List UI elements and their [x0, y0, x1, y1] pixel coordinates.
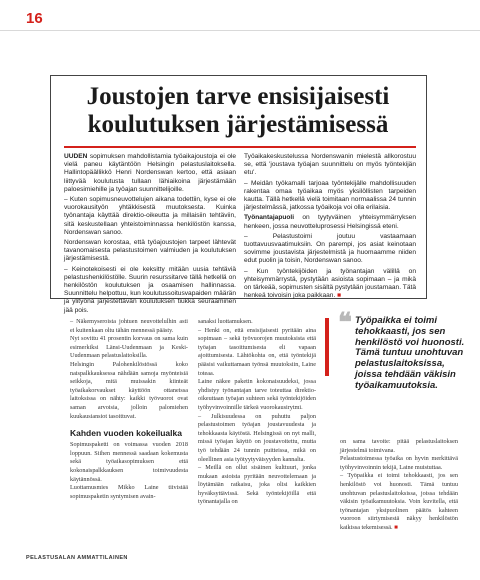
- page-number: 16: [26, 10, 43, 27]
- quote-mark-icon: ❝: [338, 308, 352, 337]
- ingress-paragraph: – Keinotekoisesti ei ole keksitty mitään uusia tehtäviä pelastushenkilöstölle. Suurin resurssitarve tällä hetkellä on henkilöstön koulutuksen ja osaamisen hallinnassa. Suunnittelu helpottuu, kun koulutussoitusvapaiden määrän ja ylityönä järjestettävän koulutuksen tiukka seuraaminen jää pois.: [64, 265, 236, 314]
- pull-quote-bar: [325, 318, 329, 376]
- ingress-paragraph: Työaikakeskustelussa Nordenswanin mielestä allkorostuu se, että 'joustava työajan suunnittelu on myös työntekijän etu'.: [244, 153, 416, 177]
- body-paragraph: – Henki on, että ensisijaisesti pyritään aina sopimaan – sekä työvuorojen muutoksista että työajan tasoittumisesta eli vapaan ajoittumisesta. Lähtökohta on, että työntekijä pääsisi vaikuttamaan työnsä muutoksiin, Laine toteaa.: [198, 326, 316, 377]
- ingress-paragraph: Työnantajapuoli on tyytyväinen yhteisymmärryksen henkeen, jossa neuvotteluprosessi Helsingissä eteni.: [244, 214, 416, 230]
- ingress-paragraph: – Meidän työkamalli tarjoaa työntekijälle mahdollisuuden rakentaa omaa työaikaa myös yksilöllisten tarpeiden kautta. Tällä hetkellä vielä toimitaan normaalissa 24 tunnin järjestelmässä, jatkossa työaikoja voi olla erilaisia.: [244, 179, 416, 212]
- body-column-1: [70, 318, 188, 501]
- body-paragraph: Helsingin Palohenkilöstössä koko naispalkkauksessa nähdään samoja myönteisiä seikkoja, mitä muissakin kiinteät työaikakorvaukset käyttöön ottaneissa laitoksissa on nähty: kaikki työvuorot ovat saman arvoisia, jolloin palomiehen kuukausiansiot tasoittuvat.: [70, 360, 188, 420]
- accent-rule: [64, 146, 416, 148]
- body-paragraph: – Työpaikka ei toimi tehokkaasti, jos sen henkilöstö voi huonosti. Tämä tuntuu unohtuvan pelastuslaitoksissa, joissa tehdään väkisin työaikamuutoksia. Voin kuvitella, että työnantajan yksipuolinen päätös kahteen vuoroon siirtymisestä näkyy henkilöstön kaikissa tekemisessä. ■: [340, 472, 458, 531]
- header-divider: [0, 30, 480, 31]
- body-paragraph: Pelastustoimessa työaika on hyvin merkittävä työhyvinvoinnin tekijä, Laine muistuttaa.: [340, 455, 458, 471]
- article-headline: Joustojen tarve ensisijaisesti koulutuksen järjestämisessä: [86, 83, 390, 138]
- body-paragraph: sanaksi luottamuksen.: [198, 318, 253, 325]
- body-paragraph: – Julkisuudessa on puhuttu paljon pelastustoimen työajan joustavuudesta ja tehokkaasta käytöstä. Helsingissä on nyt malli, missä työajan käyttö on joustavoitettu, mutta työ tehdään 24 tunnin puitteissa, mikä on oleellinen asia työtyytyväisyyden kannalta.: [198, 412, 316, 463]
- body-column-2: [198, 318, 316, 507]
- pull-quote: Työpaikka ei toimi tehokkaasti, jos sen henkilöstö voi huonosti. Tämä tuntuu unohtuvan pelastuslaitoksissa, joissa tehdään väkisin työaikamuutoksia.: [355, 315, 465, 391]
- subheading: Kahden vuoden kokeilualka: [70, 428, 182, 439]
- body-paragraph: on sama tavoite: pitää pelastuslaitoksen järjestelmä toimivana.: [340, 438, 458, 454]
- end-mark: ■: [394, 523, 398, 531]
- body-paragraph: – Näkemyseroista johtuen neuvottelulhin asti ei kuitenkaan oltu tähän mennessä päästy.: [70, 318, 188, 334]
- ingress-right: [244, 153, 416, 302]
- ingress-left: [64, 153, 236, 317]
- end-mark: ■: [337, 292, 342, 300]
- body-paragraph: Sopimuspaketti on voimassa vuoden 2018 loppuun. Siihen mennessä saadaan kokemusta sekä työaikasopimuksen että kokonaispalkkauksen toimivuudesta käytännössä.: [70, 441, 188, 483]
- ingress-paragraph: – Kuten sopimusneuvottelujen aikana todettiin, kyse ei ole vuorokausityön yhtäkkisestä muutoksesta. Kuinka työnantaja käyttää direktio-oikeutta ja millaisiin tehtäviin, sitä keskustellaan yhteistoiminnassa henkilöstön kanssa, Nordenswan sanoo.: [64, 196, 236, 236]
- publication-footer: PELASTUSALAN AMMATTILAINEN: [26, 555, 128, 561]
- body-column-3: [340, 438, 458, 533]
- body-paragraph: Luottamusmies Mikko Laine tiivistää sopimuspaketin syntymisen avain-: [70, 484, 188, 500]
- ingress-paragraph: – Kun työntekijöiden ja työnantajan välillä on yhteisymmärrystä, pystytään asioista sopimaan – ja mikä on tärkeää, sopimusten sisältä pystytään joustamaan. Tätä henkeä toivoisin joka paikkaan. ■: [244, 267, 416, 300]
- body-paragraph: – Meillä on ollut sisäinen kulttuuri, jonka mukaan asioista pyritään neuvottelemaan ja löytämään ratkaisu, joka olisi kaikkien hyväksyttävissä. Sekä työntekijöillä että työnantajalla on: [198, 464, 316, 506]
- body-paragraph: Laine näkee paketin kokonaisuudeksi, jossa yhdistyy työnantajan tarve toteuttaa direktio-oikeuttaan työajan suhteen sekä työntekijöiden työhyvinvoinnille tärkeä vuorokausirytmi.: [198, 378, 316, 411]
- ingress-paragraph: UUDEN sopimuksen mahdollistamia työaikajoustoja ei ole vielä paneu käytäntöön Helsingin pelastuslaitoksella. Hallintopäällikkö Henri Nordenswan kertoo, että asiaan liittyvää koulutusta tullaan lähiaikoina järjestämään paloesimiehille ja työajan suunnittelijoille.: [64, 153, 236, 193]
- body-paragraph: Nyt sovittu 41 prosentin korvaus on sama kuin esimerkiksi Länsi-Uudenmaan ja Keski-Uudenmaan pelastuslaitoksilla.: [70, 335, 188, 360]
- ingress-paragraph: Nordenswan korostaa, että työajoustojen tarpeet lähtevät tavanomaisesta pelastustoimen valmiuden ja koulutuksen järjestämisestä.: [64, 239, 236, 263]
- ingress-paragraph: – Pelastustoimi joutuu vastaamaan tuottavuusvaatimuksiin. On parempi, jos asiat keinotaan sovimme joustavista järjestelmistä ja huomaamme niiden edut puolin ja toisin, Nordenswan sanoo.: [244, 232, 416, 265]
